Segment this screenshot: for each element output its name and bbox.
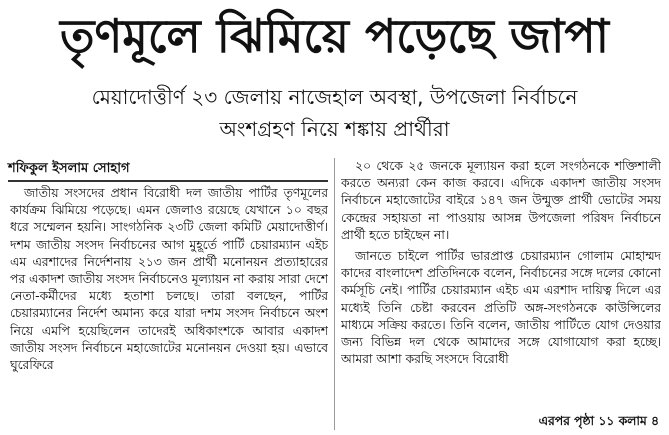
left-column-paragraph: জাতীয় সংসদের প্রধান বিরোধী দল জাতীয় পার্টির তৃণমূলের কার্যক্রম ঝিমিয়ে পড়েছে। এমন জেলাও রয়েছে যেখানে ১০ বছর ধরে সম্মেলন হয়নি। সাংগঠনিক ২৩টি জেলা কমিটি মেয়াদোত্তীর্ণ। দশম জাতীয় সংসদ নির্বাচনের আগ মুহূর্তে পার্টি চেয়ারম্যান এইচ এম এরশাদের নির্দেশনায় ২১৩ জন প্রার্থী মনোনয়ন প্রত্যাহারের পর একাদশ জাতীয় সংসদ নির্বাচনেও মূল্যায়ন না করায় সারা দেশে নেতা-কর্মীদের মধ্যে হতাশা চলছে। তারা বলছেন, পার্টির চেয়ারম্যানের নির্দেশ অমান্য করে যারা দশম সংসদ নির্বাচনে অংশ নিয়ে এমপি হয়েছিলেন তাদেরই অধিকাংশকে আবার একাদশ জাতীয় সংসদ নির্বাচনে মহাজোটের মনোনয়ন দেওয়া হয়। এভাবে ঘুরেফিরে (10, 186, 328, 373)
left-column (10, 185, 328, 430)
column-divider (334, 158, 335, 430)
right-column-paragraph-1: ২০ থেকে ২৫ জনকে মূল্যায়ন করা হলে সংগঠনকে শক্তিশালী করতে অন্যরা কেন কাজ করবে। এদিকে একাদশ জাতীয় সংসদ নির্বাচনে মহাজোটের বাইরে ১৪৭ জন উন্মুক্ত প্রার্থী ভোটের সময় কেন্দ্রের সহায়তা না পাওয়ায় আসন্ন উপজেলা পরিষদ নির্বাচনে প্রার্থী হতে চাইছেন না। (341, 159, 661, 242)
subheadline-line-1: মেয়াদোত্তীর্ণ ২৩ জেলায় নাজেহাল অবস্থা, উপজেলা নির্বাচনে (91, 85, 578, 109)
byline: শফিকুল ইসলাম সোহাগ (8, 158, 328, 182)
continuation-note: এরপর পৃষ্ঠা ১১ কলাম ৪ (533, 413, 659, 430)
headline: তৃণমূলে ঝিমিয়ে পড়েছে জাপা (60, 9, 609, 63)
subheadline-line-2: অংশগ্রহণ নিয়ে শঙ্কায় প্রার্থীরা (219, 117, 450, 141)
right-column-paragraph-2: জানতে চাইলে পার্টির ভারপ্রাপ্ত চেয়ারম্যান গোলাম মোহাম্মদ কাদের বাংলাদেশ প্রতিদিনকে বলেন, নির্বাচনের সঙ্গে দলের কোনো কর্মসূচি নেই। পার্টির চেয়ারম্যান এইচ এম এরশাদ দায়িত্ব দিলে এর মধ্যেই তিনি চেষ্টা করবেন প্রতিটি অঙ্গ-সংগঠনকে কাউন্সিলের মাধ্যমে সক্রিয় করতে। তিনি বলেন, জাতীয় পার্টিতে যোগ দেওয়ার জন্য বিভিন্ন দল থেকে আমাদের সঙ্গে যোগাযোগ করা হচ্ছে। আমরা আশা করছি সংসদে বিরোধী (341, 249, 661, 367)
right-column (341, 158, 661, 430)
